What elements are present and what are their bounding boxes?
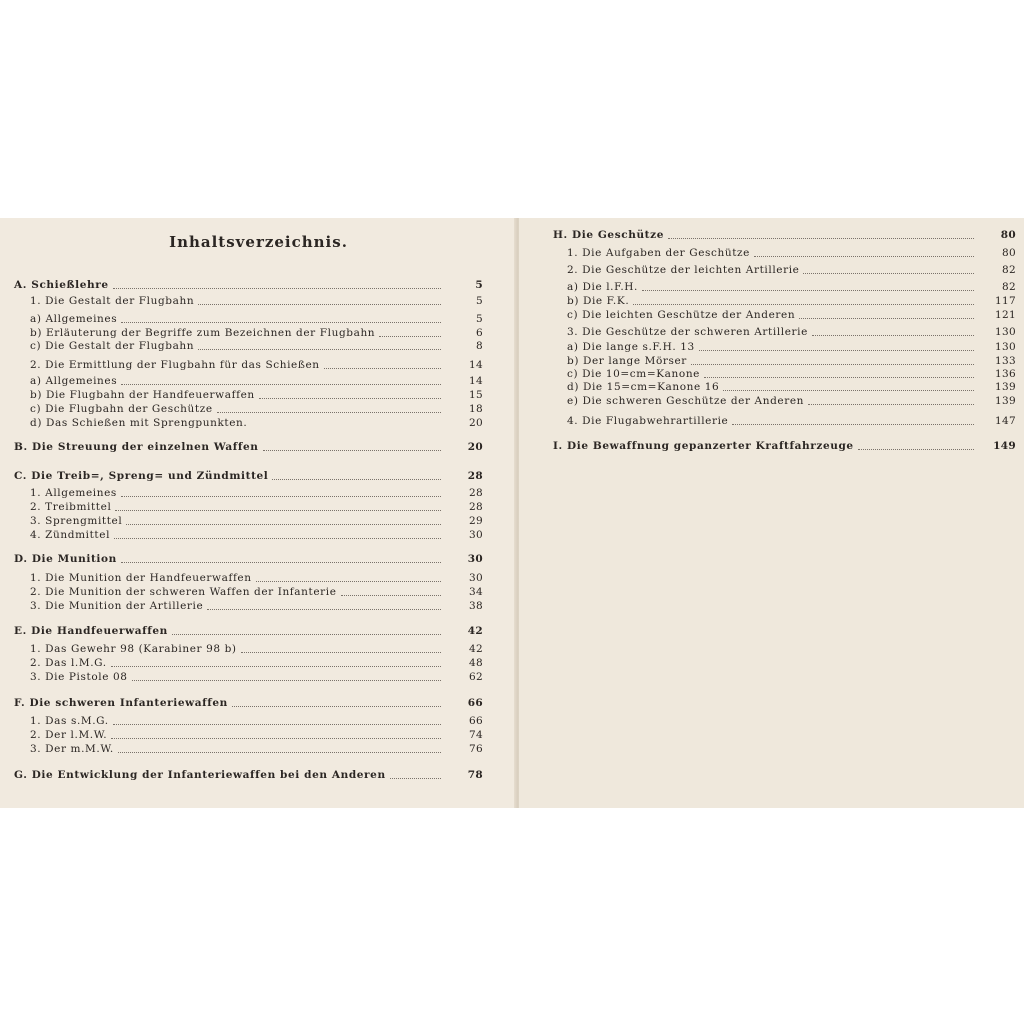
toc-entry: d) Das Schießen mit Sprengpunkten. 20 <box>30 417 483 429</box>
toc-entry: e) Die schweren Geschütze der Anderen 139 <box>567 395 1016 407</box>
toc-entry: 1. Die Munition der Handfeuerwaffen 30 <box>30 572 483 584</box>
toc-entry: 2. Die Geschütze der leichten Artillerie 82 <box>567 264 1016 276</box>
toc-entry: H. Die Geschütze 80 <box>553 229 1016 241</box>
toc-entry: 2. Das l.M.G. 48 <box>30 657 483 669</box>
toc-entry: c) Die Flugbahn der Geschütze 18 <box>30 403 483 415</box>
toc-entry: 3. Die Geschütze der schweren Artillerie 130 <box>567 326 1016 338</box>
toc-entry: c) Die Gestalt der Flugbahn 8 <box>30 340 483 352</box>
toc-entry: 2. Treibmittel 28 <box>30 501 483 513</box>
toc-entry: A. Schießlehre 5 <box>14 279 483 291</box>
toc-entry: 1. Das Gewehr 98 (Karabiner 98 b) 42 <box>30 643 483 655</box>
toc-entry: 2. Die Ermittlung der Flugbahn für das Schießen 14 <box>30 359 483 371</box>
toc-entry: a) Allgemeines 5 <box>30 313 483 325</box>
toc-entry: 3. Die Pistole 08 62 <box>30 671 483 683</box>
toc-entry: a) Die l.F.H. 82 <box>567 281 1016 293</box>
toc-entry: F. Die schweren Infanteriewaffen 66 <box>14 697 483 709</box>
toc-entry: c) Die leichten Geschütze der Anderen 121 <box>567 309 1016 321</box>
toc-entry: 1. Das s.M.G. 66 <box>30 715 483 727</box>
toc-entry: D. Die Munition 30 <box>14 553 483 565</box>
toc-entry: E. Die Handfeuerwaffen 42 <box>14 625 483 637</box>
toc-entry: 1. Die Gestalt der Flugbahn 5 <box>30 295 483 307</box>
toc-entry: 2. Der l.M.W. 74 <box>30 729 483 741</box>
toc-entry: a) Allgemeines 14 <box>30 375 483 387</box>
toc-entry: b) Die F.K. 117 <box>567 295 1016 307</box>
toc-entry: G. Die Entwicklung der Infanteriewaffen bei den Anderen 78 <box>14 769 483 781</box>
toc-entry: 3. Der m.M.W. 76 <box>30 743 483 755</box>
toc-entry: b) Der lange Mörser 133 <box>567 355 1016 367</box>
toc-entry: 1. Allgemeines 28 <box>30 487 483 499</box>
toc-entry: 1. Die Aufgaben der Geschütze 80 <box>567 247 1016 259</box>
toc-entry: b) Die Flugbahn der Handfeuerwaffen 15 <box>30 389 483 401</box>
toc-entry: C. Die Treib=, Spreng= und Zündmittel 28 <box>14 470 483 482</box>
toc-entry: 3. Sprengmittel 29 <box>30 515 483 527</box>
left-page <box>0 218 517 808</box>
toc-entry: 2. Die Munition der schweren Waffen der Infanterie 34 <box>30 586 483 598</box>
toc-entry: I. Die Bewaffnung gepanzerter Kraftfahrzeuge 149 <box>553 440 1016 452</box>
toc-entry: a) Die lange s.F.H. 13 130 <box>567 341 1016 353</box>
toc-entry: b) Erläuterung der Begriffe zum Bezeichnen der Flugbahn 6 <box>30 327 483 339</box>
toc-entry: 4. Die Flugabwehrartillerie 147 <box>567 415 1016 427</box>
toc-entry: 3. Die Munition der Artillerie 38 <box>30 600 483 612</box>
toc-title: Inhaltsverzeichnis. <box>169 233 348 251</box>
toc-entry: B. Die Streuung der einzelnen Waffen 20 <box>14 441 483 453</box>
right-page <box>519 218 1024 808</box>
toc-entry: c) Die 10=cm=Kanone 136 <box>567 368 1016 380</box>
toc-entry: d) Die 15=cm=Kanone 16 139 <box>567 381 1016 393</box>
toc-entry: 4. Zündmittel 30 <box>30 529 483 541</box>
